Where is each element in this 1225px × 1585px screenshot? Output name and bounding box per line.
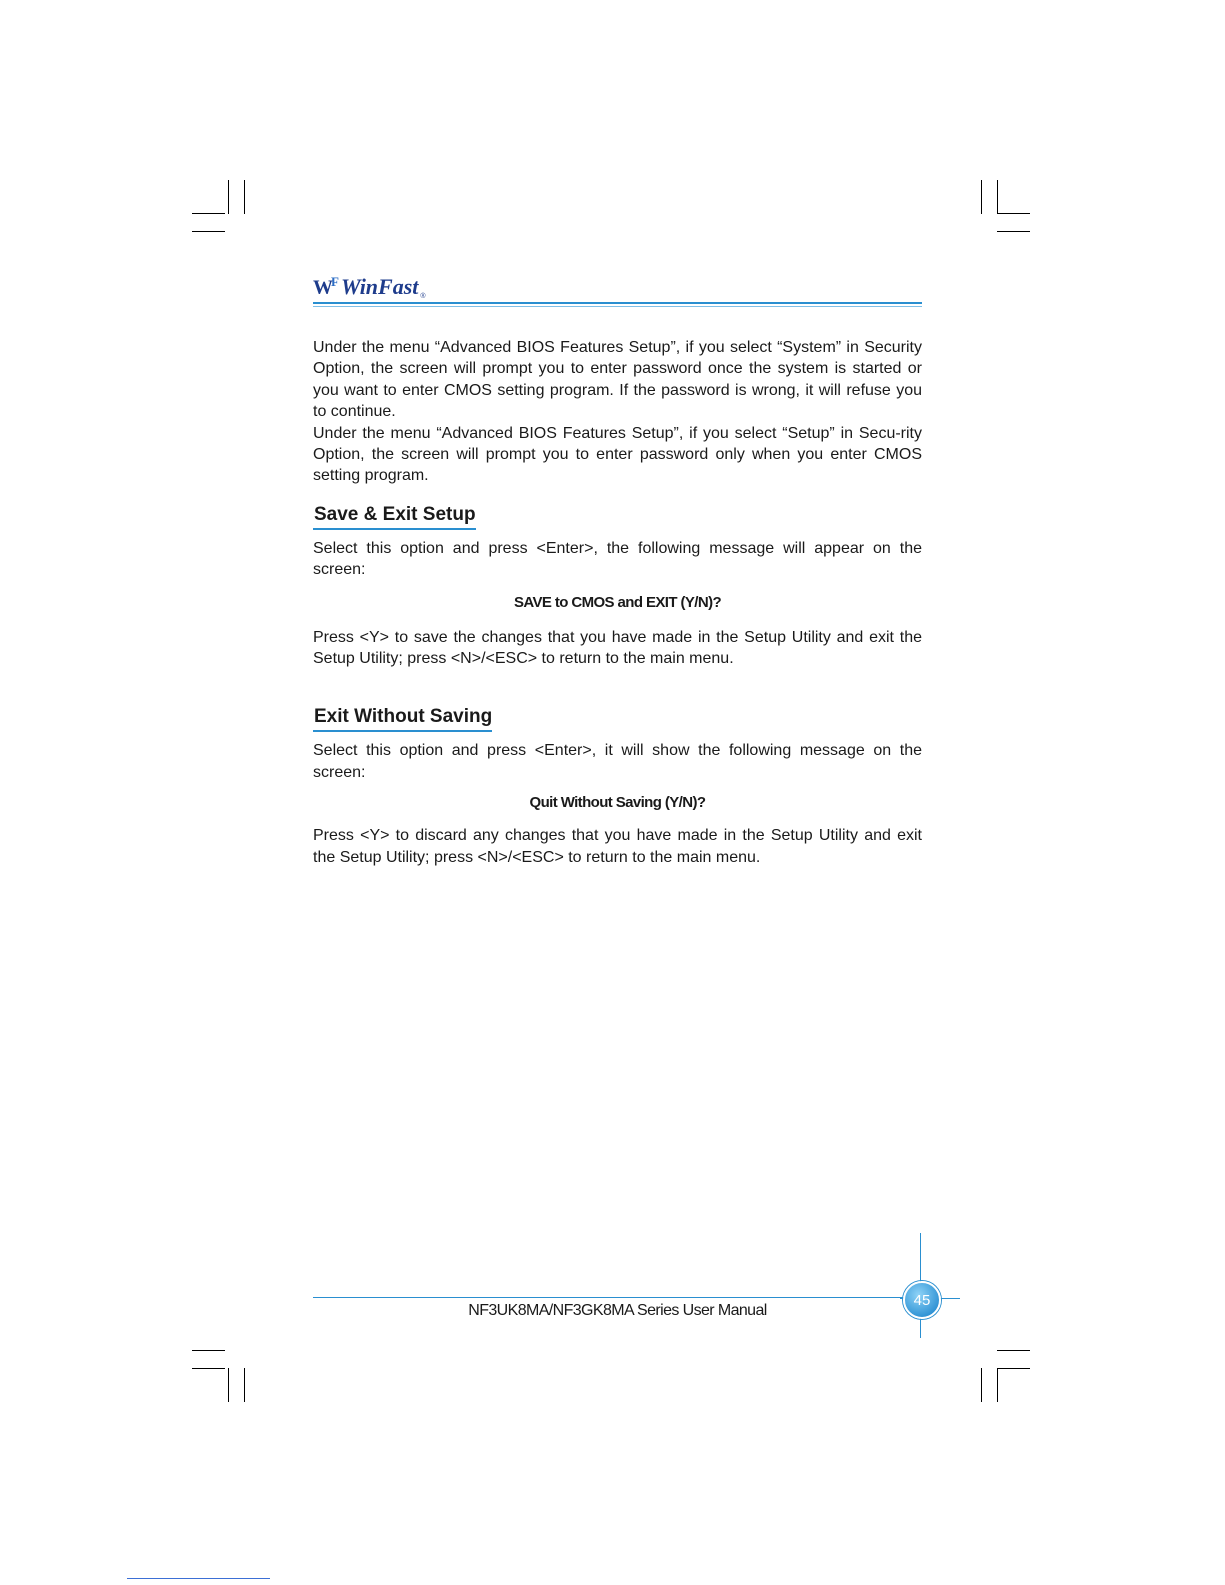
save-exit-description: Select this option and press <Enter>, the following message will appear on the screen: (313, 539, 922, 579)
crop-mark (981, 180, 982, 214)
header-rule (313, 302, 922, 304)
save-exit-message: SAVE to CMOS and EXIT (Y/N)? (513, 593, 722, 611)
page-header (313, 276, 922, 310)
crop-mark (997, 231, 1030, 232)
section-heading-exit-without-saving: Exit Without Saving (313, 705, 492, 732)
crop-mark (244, 1368, 245, 1402)
crop-mark (192, 231, 225, 232)
exit-without-saving-description: Select this option and press <Enter>, it will show the following message on the screen: (313, 742, 922, 781)
intro-paragraph-setup: Under the menu “Advanced BIOS Features Setup”, if you select “Setup” in Secu-rity Option, the screen will prompt you to enter password only when you enter CMOS setting program. (313, 424, 922, 485)
crop-mark (981, 1368, 982, 1402)
winfast-logo (313, 276, 426, 300)
footer-rule (313, 1297, 913, 1298)
crop-mark (192, 213, 225, 214)
logo-mark-icon: $W^F$ (313, 274, 337, 299)
header-rule-thin (313, 306, 922, 307)
logo-text: WinFast (340, 274, 419, 299)
crop-mark (997, 1368, 1030, 1369)
intro-paragraph-system: Under the menu “Advanced BIOS Features Setup”, if you select “System” in Security Option, the screen will prompt you to enter password once the system is started or you want to enter CMOS setting program. If the password is wrong, it will refuse you to continue. (313, 339, 922, 421)
crop-mark (997, 213, 1030, 214)
crop-mark (192, 1350, 225, 1351)
exit-without-saving-instructions: Press <Y> to discard any changes that you have made in the Setup Utility and exit the Setup Utility; press <N>/<ESC> to return to the main menu. (313, 827, 922, 866)
save-exit-instructions: Press <Y> to save the changes that you have made in the Setup Utility and exit the Setup Utility; press <N>/<ESC> to return to the main menu. (313, 628, 922, 668)
crop-mark (997, 180, 998, 214)
page-content (313, 337, 922, 868)
crop-mark (228, 180, 229, 214)
section-heading-save-exit: Save & Exit Setup (313, 503, 476, 530)
manual-title: NF3UK8MA/NF3GK8MA Series User Manual (468, 1302, 767, 1319)
exit-without-saving-message: Quit Without Saving (Y/N)? (529, 794, 706, 812)
registered-mark: ® (420, 293, 426, 300)
page-number-badge: 45 (903, 1281, 941, 1319)
crop-mark (997, 1350, 1030, 1351)
bottom-rule (127, 1578, 270, 1579)
crop-mark (244, 180, 245, 214)
crop-mark (997, 1368, 998, 1402)
crop-mark (192, 1368, 225, 1369)
crop-mark (228, 1368, 229, 1402)
